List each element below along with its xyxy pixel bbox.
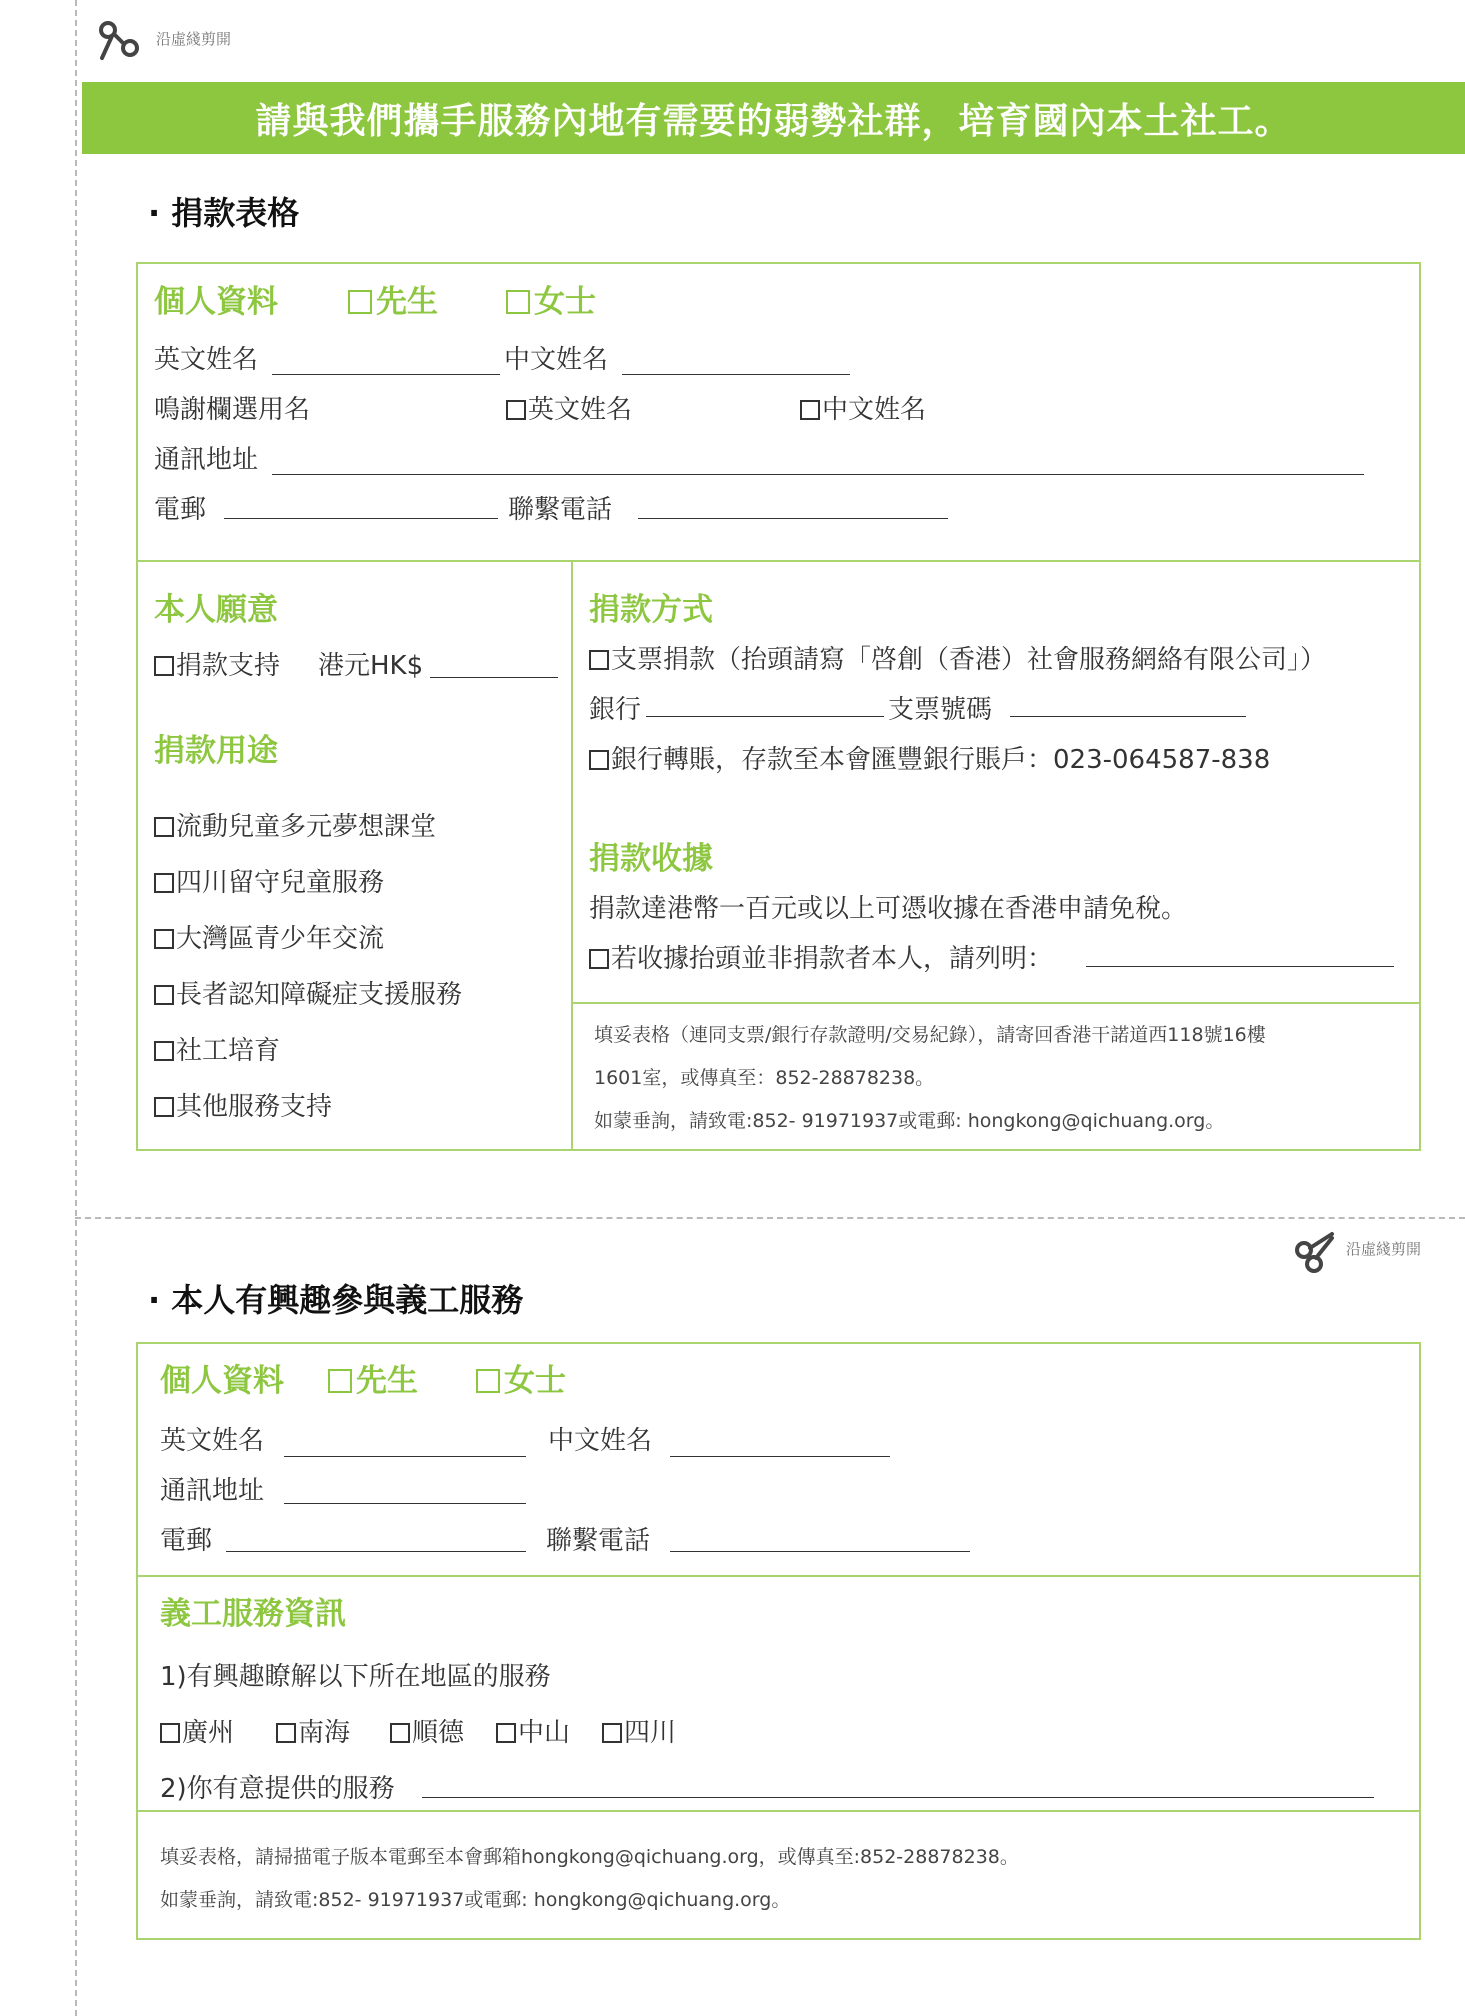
donation-footer-line: 1601室，或傳真至：852-28878238。 [594,1067,935,1089]
donation-footer-line: 如蒙垂詢，請致電:852- 91971937或電郵: hongkong@qichuang.org。 [594,1110,1225,1132]
horizontal-cut-line [75,1217,1465,1219]
method-heading: 捐款方式 [589,592,713,628]
divider [571,1002,1421,1004]
title-mr-option[interactable]: 先生 [348,276,438,321]
checkbox[interactable] [160,1723,180,1743]
checkbox[interactable] [390,1723,410,1743]
vertical-cut-line [75,0,77,2016]
donation-footer-line: 填妥表格（連同支票/銀行存款證明/交易紀錄），請寄回香港干諾道西118號16樓 [594,1024,1266,1046]
volunteer-info-heading: 義工服務資訊 [160,1596,346,1632]
checkbox[interactable] [154,873,174,893]
checkbox[interactable] [496,1723,516,1743]
checkbox[interactable] [154,985,174,1005]
title-ms-option[interactable]: 女士 [506,276,596,321]
cut-label-middle: 沿虛綫剪開 [1346,1240,1422,1258]
address-label: 通訊地址 [160,1476,265,1506]
currency-label: 港元HK$ [318,651,424,681]
volunteer-section-title: · 本人有興趣參與義工服務 [148,1281,524,1319]
ack-name-label: 鳴謝欄選用名 [154,395,311,425]
other-payee-field[interactable] [1086,966,1394,967]
donation-section-title: · 捐款表格 [148,194,300,232]
service-field[interactable] [422,1797,1374,1798]
usage-option[interactable]: 大灣區青少年交流 [154,918,384,955]
bank-field[interactable] [646,716,884,717]
service-question: 2)你有意提供的服務 [160,1774,395,1804]
en-name-label: 英文姓名 [154,345,259,375]
ack-en-option[interactable]: 英文姓名 [506,389,632,426]
checkbox[interactable] [154,929,174,949]
cn-name-label: 中文姓名 [504,345,609,375]
cn-name-field[interactable] [670,1456,890,1457]
cheque-no-field[interactable] [1010,716,1246,717]
checkbox[interactable] [154,1041,174,1061]
address-field[interactable] [272,474,1364,475]
region-option[interactable]: 廣州 [160,1712,234,1749]
usage-option[interactable]: 長者認知障礙症支援服務 [154,974,462,1011]
cn-name-field[interactable] [622,374,850,375]
volunteer-footer-line: 如蒙垂詢，請致電:852- 91971937或電郵: hongkong@qichuang.org。 [160,1889,791,1911]
region-option[interactable]: 四川 [602,1712,676,1749]
divider [136,1810,1421,1812]
cheque-option[interactable]: 支票捐款（抬頭請寫「啓創（香港）社會服務網絡有限公司」） [589,639,1326,676]
region-question: 1)有興趣瞭解以下所在地區的服務 [160,1662,551,1692]
title-ms-option[interactable]: 女士 [476,1355,566,1400]
personal-info-heading: 個人資料 [154,284,278,320]
divider [571,560,573,1151]
checkbox[interactable] [328,1369,352,1393]
address-label: 通訊地址 [154,445,259,475]
phone-field[interactable] [670,1551,970,1552]
phone-field[interactable] [638,518,948,519]
checkbox[interactable] [154,1097,174,1117]
divider [136,560,1421,562]
banner: 請與我們攜手服務內地有需要的弱勢社群，培育國內本土社工。 [82,82,1465,154]
checkbox[interactable] [589,949,609,969]
amount-field[interactable] [430,677,558,678]
scissors-icon [1292,1228,1338,1274]
cheque-no-label: 支票號碼 [888,695,993,725]
divider [136,1575,1421,1577]
usage-option[interactable]: 流動兒童多元夢想課堂 [154,806,436,843]
checkbox[interactable] [506,290,530,314]
en-name-field[interactable] [284,1456,526,1457]
title-mr-option[interactable]: 先生 [328,1355,418,1400]
region-option[interactable]: 順德 [390,1712,464,1749]
checkbox[interactable] [602,1723,622,1743]
address-field[interactable] [284,1503,526,1504]
checkbox[interactable] [154,817,174,837]
usage-heading: 捐款用途 [154,733,278,769]
donation-support-option[interactable]: 捐款支持 [154,645,280,682]
phone-label: 聯繫電話 [546,1526,651,1556]
checkbox[interactable] [154,656,174,676]
email-label: 電郵 [160,1526,213,1556]
email-field[interactable] [226,1551,526,1552]
checkbox[interactable] [589,750,609,770]
ack-cn-option[interactable]: 中文姓名 [800,389,926,426]
usage-option[interactable]: 社工培育 [154,1030,280,1067]
en-name-label: 英文姓名 [160,1426,265,1456]
usage-option[interactable]: 其他服務支持 [154,1086,332,1123]
phone-label: 聯繫電話 [508,495,613,525]
transfer-option[interactable]: 銀行轉賬，存款至本會匯豐銀行賬戶：023-064587-838 [589,739,1270,776]
checkbox[interactable] [506,400,526,420]
checkbox[interactable] [348,290,372,314]
donation-form-box [136,262,1421,1151]
checkbox[interactable] [589,650,609,670]
volunteer-footer-line: 填妥表格，請掃描電子版本電郵至本會郵箱hongkong@qichuang.org，或傳真至:852-28878238。 [160,1846,1019,1868]
usage-option[interactable]: 四川留守兒童服務 [154,862,384,899]
region-option[interactable]: 中山 [496,1712,570,1749]
cut-label-top: 沿虛綫剪開 [156,30,232,48]
cn-name-label: 中文姓名 [548,1426,653,1456]
email-field[interactable] [224,518,498,519]
region-option[interactable]: 南海 [276,1712,350,1749]
email-label: 電郵 [154,495,207,525]
checkbox[interactable] [276,1723,296,1743]
bank-label: 銀行 [589,695,642,725]
scissors-icon [96,18,146,62]
receipt-note: 捐款達港幣一百元或以上可憑收據在香港申請免稅。 [589,894,1188,924]
receipt-heading: 捐款收據 [589,841,713,877]
wish-heading: 本人願意 [154,592,278,628]
checkbox[interactable] [800,400,820,420]
checkbox[interactable] [476,1369,500,1393]
personal-info-heading: 個人資料 [160,1363,284,1399]
en-name-field[interactable] [272,374,500,375]
other-payee-option[interactable]: 若收據抬頭並非捐款者本人，請列明： [589,938,1053,975]
